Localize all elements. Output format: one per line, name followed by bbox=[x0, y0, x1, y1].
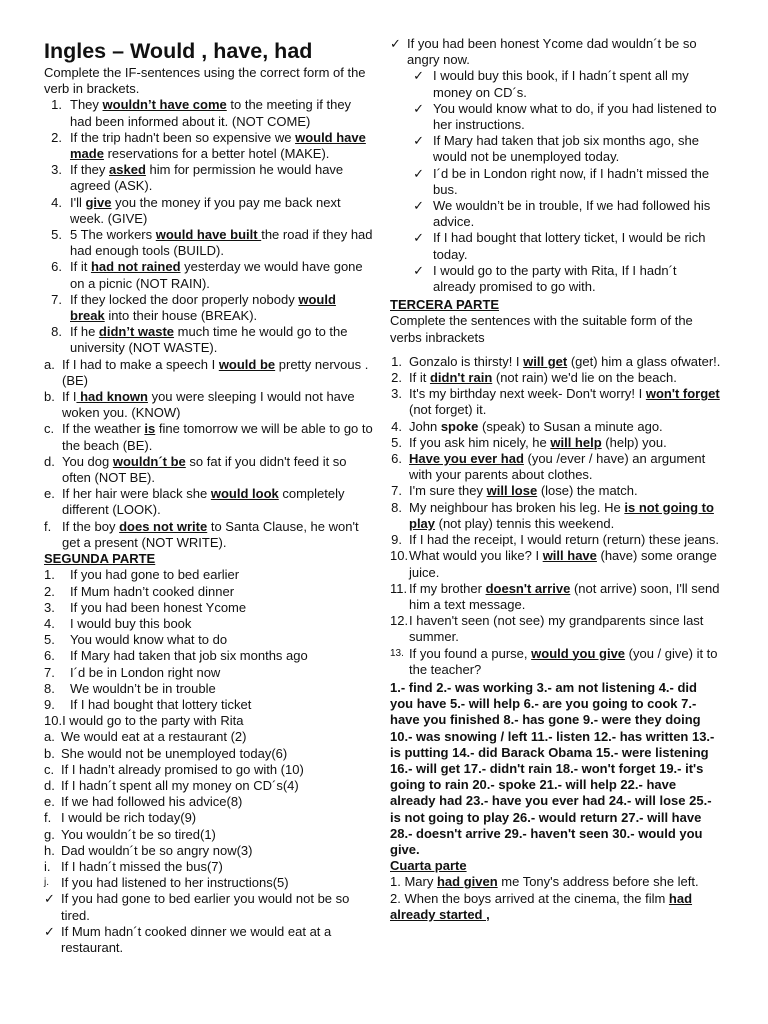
part2-heading: SEGUNDA PARTE bbox=[44, 551, 156, 567]
item-number: 9. bbox=[44, 696, 55, 712]
answer-highlight: Have you ever had bbox=[409, 451, 524, 467]
text-part: John bbox=[409, 418, 441, 434]
item-number: 12. bbox=[390, 613, 409, 629]
answer-highlight: is not going to play bbox=[409, 499, 714, 531]
item-number: 7. bbox=[51, 291, 62, 307]
text-part: I haven't seen (not see) my grandparents since last summer. bbox=[409, 613, 704, 645]
text-part: If they locked the door properly nobody bbox=[70, 291, 299, 307]
text-part: yesterday we would have gone on a picnic (NOT RAIN). bbox=[70, 259, 363, 291]
part2-item bbox=[44, 600, 374, 616]
part2-letter-item bbox=[44, 875, 374, 891]
item-text: If I hadn’t already promised to go with (10) bbox=[61, 761, 304, 777]
item-number: 3. bbox=[44, 599, 55, 615]
item-text bbox=[409, 483, 722, 499]
text-part: If they bbox=[70, 162, 110, 178]
item-text bbox=[409, 500, 722, 532]
answer-item bbox=[390, 263, 722, 295]
item-letter: b. bbox=[44, 389, 55, 405]
text-part: (get) him a glass ofwater!. bbox=[567, 353, 721, 369]
part2-item bbox=[44, 648, 374, 664]
answer-highlight: would be bbox=[218, 356, 276, 372]
check-icon: ✓ bbox=[413, 68, 424, 84]
item-text bbox=[409, 548, 722, 580]
item-number: 13. bbox=[390, 647, 404, 659]
item-number: 2. bbox=[44, 583, 55, 599]
answer-highlight: had already started , bbox=[390, 890, 693, 922]
part3-item bbox=[390, 354, 722, 370]
answer-highlight: wouldn´t be bbox=[112, 453, 186, 469]
text-part: If you found a purse, bbox=[409, 645, 532, 661]
text-part: If I had the receipt, I would return (return) these jeans. bbox=[409, 532, 719, 548]
check-icon: ✓ bbox=[44, 891, 55, 907]
part2-item bbox=[44, 632, 374, 648]
item-text bbox=[409, 435, 722, 451]
item-text: I would go to the party with Rita bbox=[62, 713, 244, 729]
item-text bbox=[409, 532, 722, 548]
item-number: 5. bbox=[391, 434, 402, 450]
item-text: If you had been honest Ycome bbox=[70, 599, 247, 615]
check-icon: ✓ bbox=[413, 262, 424, 278]
item-text: She would not be unemployed today(6) bbox=[61, 745, 288, 761]
text-part: reservations for a better hotel (MAKE). bbox=[103, 146, 330, 162]
part3-item bbox=[390, 451, 722, 483]
part2-item bbox=[44, 584, 374, 600]
item-text bbox=[409, 451, 722, 483]
part3-item bbox=[390, 435, 722, 451]
part3-item bbox=[390, 581, 722, 613]
part1-item bbox=[44, 195, 374, 227]
part3-item bbox=[390, 419, 722, 435]
part1-item bbox=[44, 292, 374, 324]
answer-highlight: didn't rain bbox=[429, 370, 493, 386]
item-number: 3. bbox=[51, 162, 62, 178]
answer-item bbox=[390, 36, 722, 68]
part1-letter-item bbox=[44, 421, 374, 453]
item-text: You wouldn´t be so tired(1) bbox=[61, 826, 216, 842]
part3-instructions: Complete the sentences with the suitable form of the verbs inbrackets bbox=[390, 313, 693, 345]
text-part: fine tomorrow we will be able to go to the beach (BE). bbox=[62, 421, 373, 453]
part3-list bbox=[390, 354, 722, 678]
item-letter: a. bbox=[44, 729, 55, 745]
item-text: If I hadn´t spent all my money on CD´s(4) bbox=[61, 777, 299, 793]
item-letter: d. bbox=[44, 453, 55, 469]
item-text: If I had bought that lottery ticket bbox=[70, 696, 252, 712]
answer-item bbox=[390, 68, 722, 100]
right-column bbox=[390, 36, 722, 923]
text-part: you the money if you pay me back next week. (GIVE) bbox=[70, 194, 341, 226]
check-icon: ✓ bbox=[413, 198, 424, 214]
item-number: 5. bbox=[44, 632, 55, 648]
answer-highlight: does not write bbox=[119, 518, 208, 534]
answer-highlight: spoke bbox=[440, 418, 479, 434]
text-part: (you /ever / have) an argument with your parents about clothes. bbox=[409, 451, 706, 483]
answer-text: I would go to the party with Rita, If I hadn´t already promised to go with. bbox=[433, 262, 677, 295]
text-part: to Santa Clause, he won't get a present (NOT WRITE). bbox=[62, 518, 359, 550]
part4-item bbox=[390, 874, 722, 890]
text-part: If the trip hadn't been so expensive we bbox=[70, 129, 296, 145]
item-number: 1. bbox=[391, 353, 402, 369]
item-text: We would eat at a restaurant (2) bbox=[61, 729, 247, 745]
text-part: They bbox=[70, 97, 103, 113]
item-number: 2. bbox=[391, 370, 402, 386]
part4-heading: Cuarta parte bbox=[390, 858, 467, 874]
text-part: If I had to make a speech I bbox=[62, 356, 219, 372]
text-part: If I bbox=[62, 389, 77, 405]
item-text: I would be rich today(9) bbox=[61, 810, 197, 826]
text-part: If her hair were black she bbox=[62, 486, 211, 502]
item-text bbox=[70, 324, 374, 356]
answer-highlight: had given bbox=[436, 874, 498, 890]
part2-letter-item bbox=[44, 778, 374, 794]
answer-text: If Mum hadn´t cooked dinner we would eat at a restaurant. bbox=[61, 923, 332, 955]
part2-item bbox=[44, 681, 374, 697]
part1-letter-item bbox=[44, 389, 374, 421]
item-text bbox=[409, 613, 722, 645]
item-text: If Mum hadn’t cooked dinner bbox=[70, 583, 235, 599]
part3-item bbox=[390, 386, 722, 418]
item-text bbox=[62, 357, 374, 389]
text-part: (lose) the match. bbox=[537, 483, 638, 499]
answer-highlight: would look bbox=[210, 486, 279, 502]
part2-item bbox=[44, 697, 374, 713]
part3-item bbox=[390, 483, 722, 499]
check-icon: ✓ bbox=[44, 923, 55, 939]
text-part: If my brother bbox=[409, 580, 486, 596]
item-text: I would buy this book bbox=[70, 615, 192, 631]
part1-item bbox=[44, 259, 374, 291]
part3-item bbox=[390, 370, 722, 386]
text-part: you were sleeping I would not have woken you. (KNOW) bbox=[62, 389, 355, 421]
answer-highlight: asked bbox=[109, 162, 146, 178]
item-letter: g. bbox=[44, 826, 55, 842]
item-text bbox=[409, 370, 722, 386]
part1-item bbox=[44, 324, 374, 356]
text-part: It's my birthday next week- Don't worry! I bbox=[409, 386, 646, 402]
part2-letter-item bbox=[44, 729, 374, 745]
part1-letter-item bbox=[44, 486, 374, 518]
answer-item bbox=[44, 924, 374, 956]
text-part: so fat if you didn't feed it so often (NOT BE). bbox=[62, 453, 347, 486]
part2-answers-right bbox=[390, 36, 722, 295]
item-text: If I hadn´t missed the bus(7) bbox=[61, 858, 223, 874]
text-part: him for permission he would have agreed (ASK). bbox=[70, 162, 344, 194]
answer-highlight: will have bbox=[542, 548, 597, 564]
item-number: 9. bbox=[391, 532, 402, 548]
answer-highlight: didn’t waste bbox=[98, 324, 175, 340]
part3-item bbox=[390, 613, 722, 645]
item-text bbox=[409, 386, 722, 418]
item-number: 1. bbox=[44, 567, 55, 583]
part2-letter-item bbox=[44, 827, 374, 843]
item-number: 6. bbox=[51, 259, 62, 275]
item-letter: c. bbox=[44, 421, 55, 437]
item-text: If we had followed his advice(8) bbox=[61, 794, 243, 810]
answer-highlight: will lose bbox=[486, 483, 538, 499]
item-text: You would know what to do bbox=[70, 632, 228, 648]
page-title: Ingles – Would , have, had bbox=[44, 39, 313, 63]
text-part: the road if they had had enough tools (BUILD). bbox=[70, 227, 373, 259]
item-number: 8. bbox=[391, 499, 402, 515]
item-number: 4. bbox=[51, 194, 62, 210]
item-text: If Mary had taken that job six months ago bbox=[70, 648, 308, 664]
answers-block: 1.- find 2.- was working 3.- am not listening 4.- did you have 5.- will help 6.- are you going to cook 7.- have you finished 8.- has gone 9.- were they doing 10.- was snowing / left 11.- listen 12.- has written 13.- is putting 14.- did Barack Obama 15.- were listening 16.- will get 17.- didn't rain 18.- won't forget 19.- it's going to rain 20.- spoke 21.- will help 22.- have already had 23.- have you ever had 24.- will lose 25.- is not going to play 26.- would return 27.- will have 28.- doesn't arrive 29.- haven't seen 30.- would you give. bbox=[390, 679, 715, 857]
answer-text: If Mary had taken that job six months ago, she would not be unemployed today. bbox=[433, 133, 699, 165]
item-text bbox=[62, 486, 374, 518]
text-part: completely different (LOOK). bbox=[62, 486, 345, 518]
part1-item bbox=[44, 162, 374, 194]
part1-item bbox=[44, 227, 374, 259]
item-letter: e. bbox=[44, 794, 55, 810]
item-number: 7. bbox=[391, 483, 402, 499]
text-part: My neighbour has broken his leg. He bbox=[409, 499, 625, 515]
item-text bbox=[62, 421, 374, 453]
text-part: Gonzalo is thirsty! I bbox=[409, 353, 524, 369]
answer-highlight: wouldn’t have come bbox=[102, 97, 227, 113]
item-number: 10. bbox=[390, 548, 409, 564]
item-text bbox=[70, 227, 374, 259]
answer-highlight: is bbox=[144, 421, 156, 437]
item-letter: b. bbox=[44, 745, 55, 761]
part1-letter-item bbox=[44, 519, 374, 551]
item-text bbox=[409, 581, 722, 613]
item-text bbox=[70, 195, 374, 227]
part2-letter-item bbox=[44, 794, 374, 810]
item-number: 6. bbox=[44, 648, 55, 664]
item-text bbox=[409, 354, 722, 370]
text-part: If he bbox=[70, 324, 99, 340]
text-part: into their house (BREAK). bbox=[104, 308, 258, 324]
part4-item bbox=[390, 891, 722, 923]
answer-text: If you had been honest Ycome dad wouldn´t be so angry now. bbox=[407, 36, 697, 68]
item-letter: f. bbox=[44, 518, 52, 534]
item-number: 8. bbox=[51, 324, 62, 340]
part2-item bbox=[44, 567, 374, 583]
text-part: (not forget) it. bbox=[409, 402, 487, 418]
text-part: (not rain) we'd lie on the beach. bbox=[492, 370, 677, 386]
part2-letter-list bbox=[44, 729, 374, 891]
answer-highlight: will get bbox=[523, 353, 568, 369]
item-number: 5. bbox=[51, 227, 62, 243]
answer-text: You would know what to do, if you had listened to her instructions. bbox=[433, 100, 717, 133]
item-number: 10. bbox=[44, 713, 63, 729]
text-part: If it bbox=[409, 370, 430, 386]
item-text bbox=[409, 419, 722, 435]
text-part: 2. When the boys arrived at the cinema, the film bbox=[390, 890, 669, 906]
answer-highlight: would have built bbox=[155, 227, 262, 243]
part2-letter-item bbox=[44, 762, 374, 778]
item-number: 1. bbox=[51, 97, 62, 113]
part2-item bbox=[44, 616, 374, 632]
item-number: 11. bbox=[390, 580, 408, 596]
item-text: If you had listened to her instructions(5) bbox=[61, 875, 289, 891]
part2-letter-item bbox=[44, 859, 374, 875]
answer-highlight: give bbox=[85, 194, 112, 210]
text-part: (not arrive) soon, I'll send him a text message. bbox=[409, 580, 720, 612]
left-column bbox=[44, 38, 374, 956]
answer-highlight: would you give bbox=[531, 645, 626, 661]
check-icon: ✓ bbox=[413, 100, 424, 116]
part2-letter-item bbox=[44, 843, 374, 859]
part2-item bbox=[44, 713, 374, 729]
answer-item bbox=[390, 166, 722, 198]
item-number: 7. bbox=[44, 664, 55, 680]
text-part: (help) you. bbox=[601, 434, 667, 450]
item-letter: i. bbox=[44, 858, 51, 874]
item-letter: e. bbox=[44, 486, 55, 502]
answer-highlight: would break bbox=[70, 291, 336, 324]
text-part: (speak) to Susan a minute ago. bbox=[478, 418, 663, 434]
item-number: 8. bbox=[44, 680, 55, 696]
item-text bbox=[70, 292, 374, 324]
item-text bbox=[62, 389, 374, 421]
text-part: (have) some orange juice. bbox=[409, 548, 717, 580]
check-icon: ✓ bbox=[390, 36, 401, 51]
part1-list bbox=[44, 97, 374, 356]
item-text: I´d be in London right now bbox=[70, 664, 221, 680]
answer-highlight: will help bbox=[550, 434, 602, 450]
check-icon: ✓ bbox=[413, 230, 424, 246]
answer-highlight: doesn't arrive bbox=[485, 580, 571, 596]
item-text bbox=[409, 646, 722, 678]
item-text: We wouldn’t be in trouble bbox=[70, 680, 216, 696]
text-part: 5 The workers bbox=[70, 227, 156, 243]
answer-text: I´d be in London right now, if I hadn’t missed the bus. bbox=[433, 165, 710, 197]
item-number: 4. bbox=[44, 615, 55, 631]
part2-item bbox=[44, 665, 374, 681]
part3-item bbox=[390, 532, 722, 548]
answer-highlight: had not rained bbox=[90, 259, 181, 275]
part2-answers-left bbox=[44, 891, 374, 956]
item-text bbox=[70, 130, 374, 162]
answer-item bbox=[390, 198, 722, 230]
part1-letter-item bbox=[44, 454, 374, 486]
text-part: me Tony's address before she left. bbox=[497, 874, 699, 890]
answer-text: If you had gone to bed earlier you would not be so tired. bbox=[61, 891, 350, 923]
answer-highlight: won't forget bbox=[645, 386, 720, 402]
item-text: If you had gone to bed earlier bbox=[70, 567, 240, 583]
text-part: If the boy bbox=[62, 518, 120, 534]
item-number: 3. bbox=[391, 386, 402, 402]
text-part: to the meeting if they had been informed about it. (NOT COME) bbox=[70, 97, 352, 129]
text-part: If you ask him nicely, he bbox=[409, 434, 551, 450]
item-number: 4. bbox=[391, 418, 402, 434]
text-part: You dog bbox=[62, 453, 113, 469]
answer-text: We wouldn’t be in trouble, If we had followed his advice. bbox=[433, 198, 711, 230]
item-letter: a. bbox=[44, 356, 55, 372]
answer-item bbox=[390, 133, 722, 165]
part1-item bbox=[44, 130, 374, 162]
item-letter: f. bbox=[44, 810, 52, 826]
item-text bbox=[70, 97, 374, 129]
answer-item bbox=[44, 891, 374, 923]
part1-item bbox=[44, 97, 374, 129]
item-number: 2. bbox=[51, 129, 62, 145]
text-part: (you / give) it to the teacher? bbox=[409, 645, 718, 677]
text-part: If it bbox=[70, 259, 91, 275]
item-letter: c. bbox=[44, 761, 55, 777]
item-text bbox=[62, 454, 374, 486]
item-text bbox=[70, 162, 374, 194]
answer-item bbox=[390, 101, 722, 133]
text-part: much time he would go to the university (NOT WASTE). bbox=[70, 324, 348, 356]
text-part: 1. Mary bbox=[390, 874, 437, 890]
answer-text: I would buy this book, if I hadn´t spent all my money on CD´s. bbox=[433, 68, 689, 100]
item-letter: j. bbox=[44, 877, 49, 889]
text-part: (not play) tennis this weekend. bbox=[435, 515, 615, 531]
part3-item bbox=[390, 548, 722, 580]
part3-item bbox=[390, 500, 722, 532]
check-icon: ✓ bbox=[413, 165, 424, 181]
part1-letter-item bbox=[44, 357, 374, 389]
text-part: pretty nervous . (BE) bbox=[62, 356, 369, 388]
answer-highlight: would have made bbox=[70, 129, 366, 162]
text-part: I'm sure they bbox=[409, 483, 487, 499]
answer-highlight: had known bbox=[76, 389, 148, 405]
answer-text: If I had bought that lottery ticket, I would be rich today. bbox=[433, 230, 706, 262]
item-number: 6. bbox=[391, 451, 402, 467]
item-letter: h. bbox=[44, 842, 55, 858]
part3-heading: TERCERA PARTE bbox=[390, 297, 500, 313]
part2-list bbox=[44, 567, 374, 729]
text-part: What would you like? I bbox=[409, 548, 543, 564]
part3-item bbox=[390, 646, 722, 678]
instructions: Complete the IF-sentences using the correct form of the verb in brackets. bbox=[44, 65, 366, 97]
item-text bbox=[62, 519, 374, 551]
part2-letter-item bbox=[44, 810, 374, 826]
part2-letter-item bbox=[44, 746, 374, 762]
item-text bbox=[70, 259, 374, 291]
text-part: If the weather bbox=[62, 421, 145, 437]
check-icon: ✓ bbox=[413, 133, 424, 149]
item-text: Dad wouldn´t be so angry now(3) bbox=[61, 842, 253, 858]
part1-letter-list bbox=[44, 357, 374, 551]
text-part: I'll bbox=[70, 194, 86, 210]
item-letter: d. bbox=[44, 777, 55, 793]
answer-item bbox=[390, 230, 722, 262]
